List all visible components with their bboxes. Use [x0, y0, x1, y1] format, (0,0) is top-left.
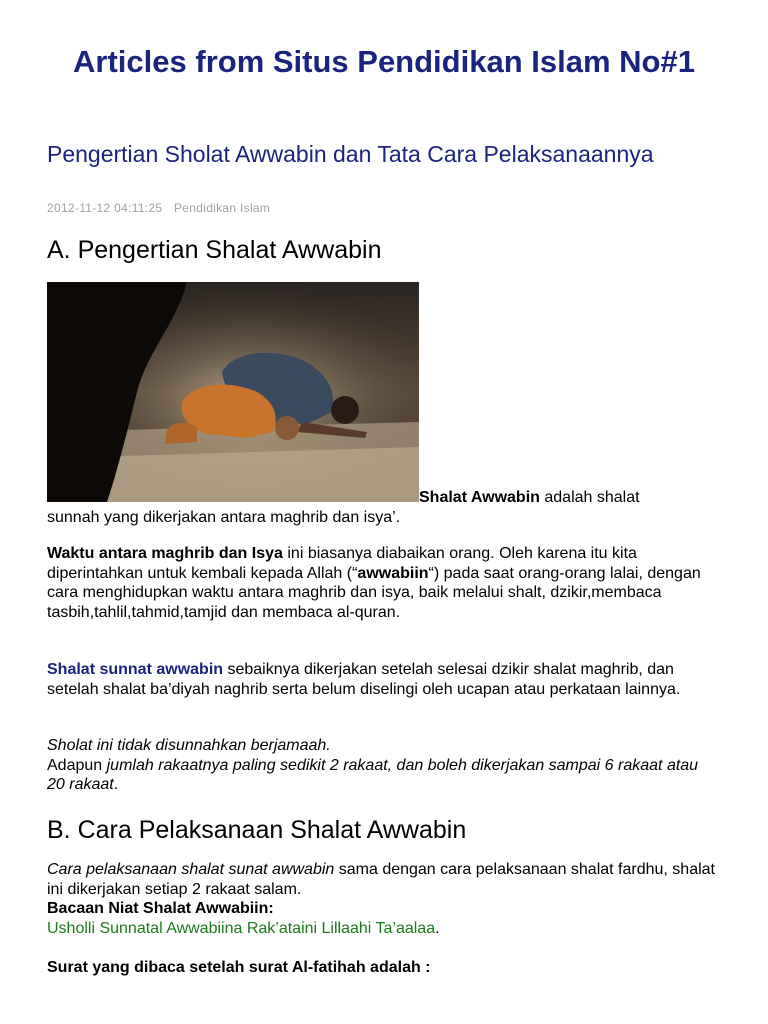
article-meta [47, 201, 270, 215]
section-a-paragraph-1-lead [419, 488, 719, 508]
bold-term: awwabiin [357, 564, 429, 582]
paragraph-text: . [435, 919, 440, 937]
surat-label-text: Surat yang dibaca setelah surat Al-fatihah adalah : [47, 959, 431, 976]
highlight-term[interactable]: Shalat sunnat awwabin [47, 661, 224, 678]
section-a-paragraph-2 [47, 544, 719, 622]
section-b-paragraph-1 [47, 860, 719, 938]
italic-text: Sholat ini tidak disunnahkan berjamaah. [47, 737, 331, 754]
paragraph-text: “) pada saat orang-orang lalai, dengan cara menghidupkan waktu antara maghrib dan isya, baik melalui shalt, dzikir,membaca tasbih,tahlil,tahmid,tamjid dan membaca al-quran. [47, 564, 701, 621]
paragraph-text: Adapun [47, 756, 107, 774]
section-a-paragraph-4 [47, 736, 719, 795]
section-a-paragraph-3 [47, 660, 719, 699]
niat-text[interactable]: Usholli Sunnatal Awwabiina Rak’ataini Lillaahi Ta’aalaa [47, 919, 436, 937]
paragraph-text: sama dengan cara pelaksanaan shalat fardhu, shalat ini dikerjakan setiap 2 rakaat salam. [47, 861, 715, 898]
surat-label [47, 958, 719, 978]
bold-term: Waktu antara maghrib dan Isya [47, 545, 283, 562]
article-title[interactable]: Pengertian Sholat Awwabin dan Tata Cara Pelaksanaannya [47, 141, 654, 167]
article-category[interactable]: Pendidikan Islam [174, 201, 271, 215]
term-shalat-awwabin: Shalat Awwabin [419, 489, 540, 506]
article-date: 2012-11-12 04:11:25 [47, 201, 163, 215]
praying-figures-photo [47, 282, 419, 502]
site-title: Articles from Situs Pendidikan Islam No#1 [73, 44, 695, 79]
paragraph-text: ini biasanya diabaikan orang. Oleh karena itu kita diperintahkan untuk kembali kepada Allah (“ [47, 545, 637, 582]
section-a-heading: A. Pengertian Shalat Awwabin [47, 236, 382, 264]
section-b-heading: B. Cara Pelaksanaan Shalat Awwabin [47, 816, 467, 844]
section-a-paragraph-1-cont: sunnah yang dikerjakan antara maghrib dan isya’. [47, 509, 401, 526]
italic-text: Cara pelaksanaan shalat sunat awwabin [47, 861, 335, 878]
niat-label: Bacaan Niat Shalat Awwabiin: [47, 900, 274, 917]
photo-illustration [47, 282, 419, 502]
paragraph-text: . [113, 776, 119, 793]
paragraph-text: adalah shalat [539, 489, 640, 506]
italic-text: jumlah rakaatnya paling sedikit 2 rakaat, dan boleh dikerjakan sampai 6 rakaat atau 20 rakaat [47, 756, 699, 793]
paragraph-text: sebaiknya dikerjakan setelah selesai dzikir shalat maghrib, dan setelah shalat ba’diyah naghrib serta belum diselingi oleh ucapan atau perkataan lainnya. [47, 661, 681, 698]
